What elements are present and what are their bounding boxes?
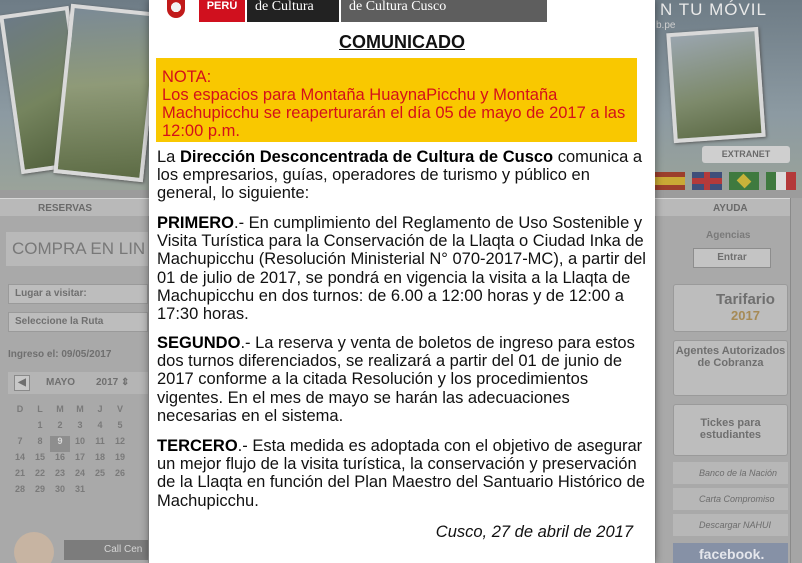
weekday: V bbox=[116, 404, 123, 414]
tarifario-button[interactable] bbox=[673, 284, 788, 332]
italian-flag-icon[interactable] bbox=[766, 172, 796, 190]
prev-month-icon[interactable]: ◀ bbox=[14, 375, 30, 391]
tab-ayuda[interactable]: AYUDA bbox=[713, 203, 748, 214]
entry-date-label: Ingreso el: 09/05/2017 bbox=[8, 349, 112, 360]
calendar-day[interactable]: 30 bbox=[54, 484, 65, 494]
calendar-day[interactable]: 4 bbox=[97, 420, 103, 430]
nota-label: NOTA: bbox=[162, 68, 212, 86]
tarifario-year: 2017 bbox=[731, 308, 760, 323]
calendar-header bbox=[8, 372, 148, 394]
extranet-button[interactable]: EXTRANET bbox=[702, 146, 790, 163]
weekday: J bbox=[97, 404, 103, 414]
logo-ddc-block: de Cultura Cusco bbox=[341, 0, 547, 22]
intro-post: comunica a los empresarios, guías, operadores de turismo y público en general, lo siguiente: bbox=[157, 148, 643, 203]
calendar-day[interactable] bbox=[90, 484, 110, 500]
tarifario-label: Tarifario bbox=[716, 291, 775, 308]
peru-shield-icon bbox=[161, 0, 191, 20]
entrar-button[interactable]: Entrar bbox=[693, 248, 771, 268]
calendar-day[interactable]: 16 bbox=[54, 452, 65, 462]
agencias-label: Agencias bbox=[706, 230, 751, 241]
descargar-nahui-link[interactable]: Descargar NAHUI bbox=[673, 514, 788, 536]
calendar-day[interactable]: 5 bbox=[117, 420, 123, 430]
intro-pre: La bbox=[157, 148, 180, 166]
calendar-day[interactable]: 24 bbox=[74, 468, 85, 478]
announcement-modal bbox=[149, 0, 655, 563]
calendar-day[interactable]: 3 bbox=[77, 420, 83, 430]
route-select[interactable]: Seleccione la Ruta bbox=[8, 312, 148, 332]
calendar-week bbox=[10, 484, 148, 500]
calendar-day[interactable]: 26 bbox=[114, 468, 125, 478]
tab-reservas[interactable]: RESERVAS bbox=[38, 203, 93, 214]
ministry-logo bbox=[161, 0, 547, 22]
english-flag-icon[interactable] bbox=[692, 172, 722, 190]
primero-text: .- En cumplimiento del Reglamento de Uso Sostenible y Visita Turística para la Conservación de la Llaqta o Ciudad Inka de Machupicchu (Resolución Ministerial N° 070-2017-MC), a partir del 01 de julio de 2017, se pondrá en vigencia la visita a la Llaqta de Machupicchu en dos turnos: de 6.00 a 12:00 horas y de 12:00 a 17:30 horas. bbox=[157, 214, 646, 324]
primero-label: PRIMERO bbox=[157, 214, 235, 232]
calendar-week bbox=[10, 452, 148, 468]
compra-en-linea-heading: COMPRA EN LIN bbox=[6, 232, 148, 266]
calendar-day[interactable]: 22 bbox=[34, 468, 45, 478]
nota-box bbox=[156, 58, 637, 142]
announcement-title: COMUNICADO bbox=[339, 32, 465, 52]
language-flags bbox=[655, 172, 796, 190]
calendar-day[interactable]: 14 bbox=[14, 452, 25, 462]
banner-photo bbox=[53, 4, 160, 182]
primero-paragraph bbox=[157, 214, 647, 323]
calendar-weekdays bbox=[10, 404, 148, 420]
calendar-week bbox=[10, 436, 148, 452]
facebook-link[interactable]: facebook. bbox=[673, 543, 788, 563]
weekday: L bbox=[37, 404, 43, 414]
weekday: M bbox=[76, 404, 84, 414]
mobile-app-photo bbox=[666, 27, 765, 143]
calendar-day[interactable]: 15 bbox=[34, 452, 45, 462]
logo-ministerio-block: de Cultura bbox=[247, 0, 339, 22]
call-center-link[interactable]: Call Cen bbox=[64, 540, 148, 560]
calendar-day[interactable]: 29 bbox=[34, 484, 45, 494]
place-select[interactable]: Lugar a visitar: bbox=[8, 284, 148, 304]
calendar-day[interactable]: 1 bbox=[37, 420, 43, 430]
portuguese-flag-icon[interactable] bbox=[729, 172, 759, 190]
calendar-day[interactable]: 21 bbox=[14, 468, 25, 478]
agentes-button[interactable]: Agentes Autorizados de Cobranza bbox=[673, 340, 788, 396]
banco-nacion-link[interactable]: Banco de la Nación bbox=[673, 462, 788, 484]
calendar-day[interactable] bbox=[10, 420, 30, 436]
calendar-grid bbox=[10, 404, 148, 500]
weekday: D bbox=[16, 404, 24, 414]
calendar-day[interactable]: 10 bbox=[74, 436, 85, 446]
calendar-day-selected[interactable]: 9 bbox=[50, 436, 70, 452]
calendar-week bbox=[10, 468, 148, 484]
calendar-day[interactable]: 2 bbox=[57, 420, 63, 430]
segundo-label: SEGUNDO bbox=[157, 334, 241, 352]
intro-bold: Dirección Desconcentrada de Cultura de Cusco bbox=[179, 148, 554, 166]
tercero-paragraph bbox=[157, 437, 647, 510]
calendar-day[interactable]: 19 bbox=[114, 452, 125, 462]
calendar-day[interactable]: 25 bbox=[94, 468, 105, 478]
calendar-day[interactable]: 28 bbox=[14, 484, 25, 494]
calendar-day[interactable]: 7 bbox=[17, 436, 23, 446]
calendar-day[interactable]: 8 bbox=[37, 436, 43, 446]
calendar-week bbox=[10, 420, 148, 436]
logo-peru-block: PERÚ bbox=[199, 0, 245, 22]
mobile-promo-text: N TU MÓVIL bbox=[660, 0, 767, 19]
calendar-day[interactable]: 23 bbox=[54, 468, 65, 478]
tercero-label: TERCERO bbox=[157, 437, 238, 455]
weekday: M bbox=[56, 404, 64, 414]
intro-paragraph bbox=[157, 148, 647, 203]
calendar-year[interactable]: 2017 ⇕ bbox=[96, 377, 130, 388]
calendar-day[interactable]: 18 bbox=[94, 452, 105, 462]
web-url-text: b.pe bbox=[656, 20, 676, 31]
carta-compromiso-link[interactable]: Carta Compromiso bbox=[673, 488, 788, 510]
segundo-text: .- La reserva y venta de boletos de ingreso para estos dos turnos diferenciados, se realizará a partir del 01 de junio de 2017 conforme a la citada Resolución y los procedimientos vigentes. En el mes de mayo se harán las adecuaciones necesarias en el sistema. bbox=[157, 334, 635, 425]
nota-text: Los espacios para Montaña HuaynaPicchu y Montaña Machupicchu se reaperturarán el día 05 de mayo de 2017 a las 12:00 p.m. bbox=[162, 86, 626, 140]
spanish-flag-icon[interactable] bbox=[655, 172, 685, 190]
calendar-day[interactable]: 11 bbox=[95, 436, 105, 446]
calendar-day[interactable]: 31 bbox=[74, 484, 85, 494]
tickets-button[interactable]: Tickes para estudiantes bbox=[673, 404, 788, 456]
calendar-day[interactable]: 17 bbox=[74, 452, 85, 462]
tercero-text: .- Esta medida es adoptada con el objetivo de asegurar un mejor flujo de la visita turística, la conservación y preservación de la Llaqta en función del Plan Maestro del Santuario Histórico de Machupicchu. bbox=[157, 437, 645, 510]
announcement-date: Cusco, 27 de abril de 2017 bbox=[435, 523, 633, 541]
segundo-paragraph bbox=[157, 334, 647, 425]
page-scrollbar[interactable] bbox=[790, 198, 802, 563]
calendar-day[interactable]: 12 bbox=[114, 436, 125, 446]
calendar-day[interactable] bbox=[110, 484, 130, 500]
calendar-month[interactable]: MAYO bbox=[46, 377, 76, 388]
